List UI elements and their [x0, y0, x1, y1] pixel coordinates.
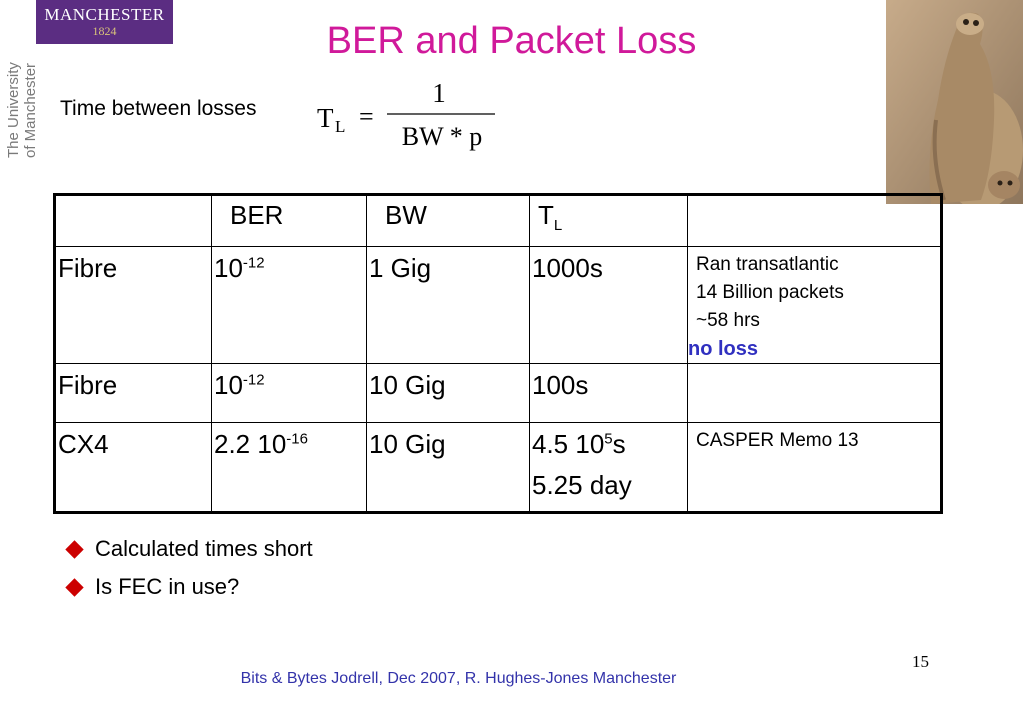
- table-cell-notes: [688, 423, 942, 513]
- university-vertical-text: [2, 46, 42, 162]
- formula-equals: =: [359, 102, 374, 131]
- table-row: [55, 364, 942, 423]
- formula-lhs: T: [317, 103, 334, 133]
- formula-label: Time between losses: [60, 97, 257, 120]
- list-item: Calculated times short: [64, 530, 313, 568]
- table-cell-ber: $10^{-12}$: [212, 364, 367, 423]
- header-ber: BER: [230, 200, 284, 230]
- table-cell-notes: [688, 247, 942, 364]
- university-text-line2: of Manchester: [22, 62, 39, 158]
- table-cell-tl: 4.5 $10^5s$ 5.25 day: [530, 423, 688, 513]
- table-cell-bw: 10 Gig: [367, 364, 530, 423]
- page-number: 15: [912, 652, 929, 671]
- table-row: [55, 247, 942, 364]
- slide-title: BER and Packet Loss: [326, 20, 697, 62]
- table-header-cell: [530, 195, 688, 247]
- list-item: Is FEC in use?: [64, 568, 313, 606]
- footer-text: Bits & Bytes Jodrell, Dec 2007, R. Hughes-Jones Manchester: [240, 670, 677, 687]
- table-cell-bw: 1 Gig: [367, 247, 530, 364]
- logo-wordmark: MANCHESTER: [44, 5, 165, 24]
- ber-table: [53, 193, 943, 514]
- table-header-row: [55, 195, 942, 247]
- header-bw: BW: [385, 200, 427, 230]
- logo-year: 1824: [92, 24, 117, 38]
- table-cell-tl: 100s: [530, 364, 688, 423]
- table-cell-medium: Fibre: [55, 364, 212, 423]
- table-cell-bw: 10 Gig: [367, 423, 530, 513]
- note-line: Ran transatlantic: [696, 254, 839, 275]
- table-header-cell: [688, 195, 942, 247]
- table-header-cell: [367, 195, 530, 247]
- formula-denominator: BW * p: [401, 122, 483, 151]
- table-header-cell: [55, 195, 212, 247]
- table-cell-ber: $10^{-12}$: [212, 247, 367, 364]
- bullet-list: [64, 530, 313, 606]
- university-text-line1: The University: [5, 62, 22, 158]
- table-cell-ber: 2.2 $10^{-16}$: [212, 423, 367, 513]
- header-tl: $T_L$: [538, 200, 563, 235]
- table-cell-tl: 1000s: [530, 247, 688, 364]
- note-line: CASPER Memo 13: [696, 430, 859, 451]
- diamond-bullet-icon: [65, 578, 83, 596]
- table-cell-medium: Fibre: [55, 247, 212, 364]
- meerkat-photo: [886, 0, 1023, 204]
- formula-lhs-subscript: L: [335, 117, 346, 136]
- table-header-cell: [212, 195, 367, 247]
- table-row: [55, 423, 942, 513]
- formula-numerator: 1: [432, 78, 446, 108]
- header-tl-subscript: L: [553, 217, 563, 235]
- table-cell-notes: [688, 364, 942, 423]
- note-line: ~58 hrs: [696, 310, 760, 331]
- diamond-bullet-icon: [65, 540, 83, 558]
- no-loss-highlight: no loss: [688, 338, 759, 360]
- table-cell-medium: CX4: [55, 423, 212, 513]
- note-line: 14 Billion packets: [696, 282, 844, 303]
- formula: [315, 76, 505, 156]
